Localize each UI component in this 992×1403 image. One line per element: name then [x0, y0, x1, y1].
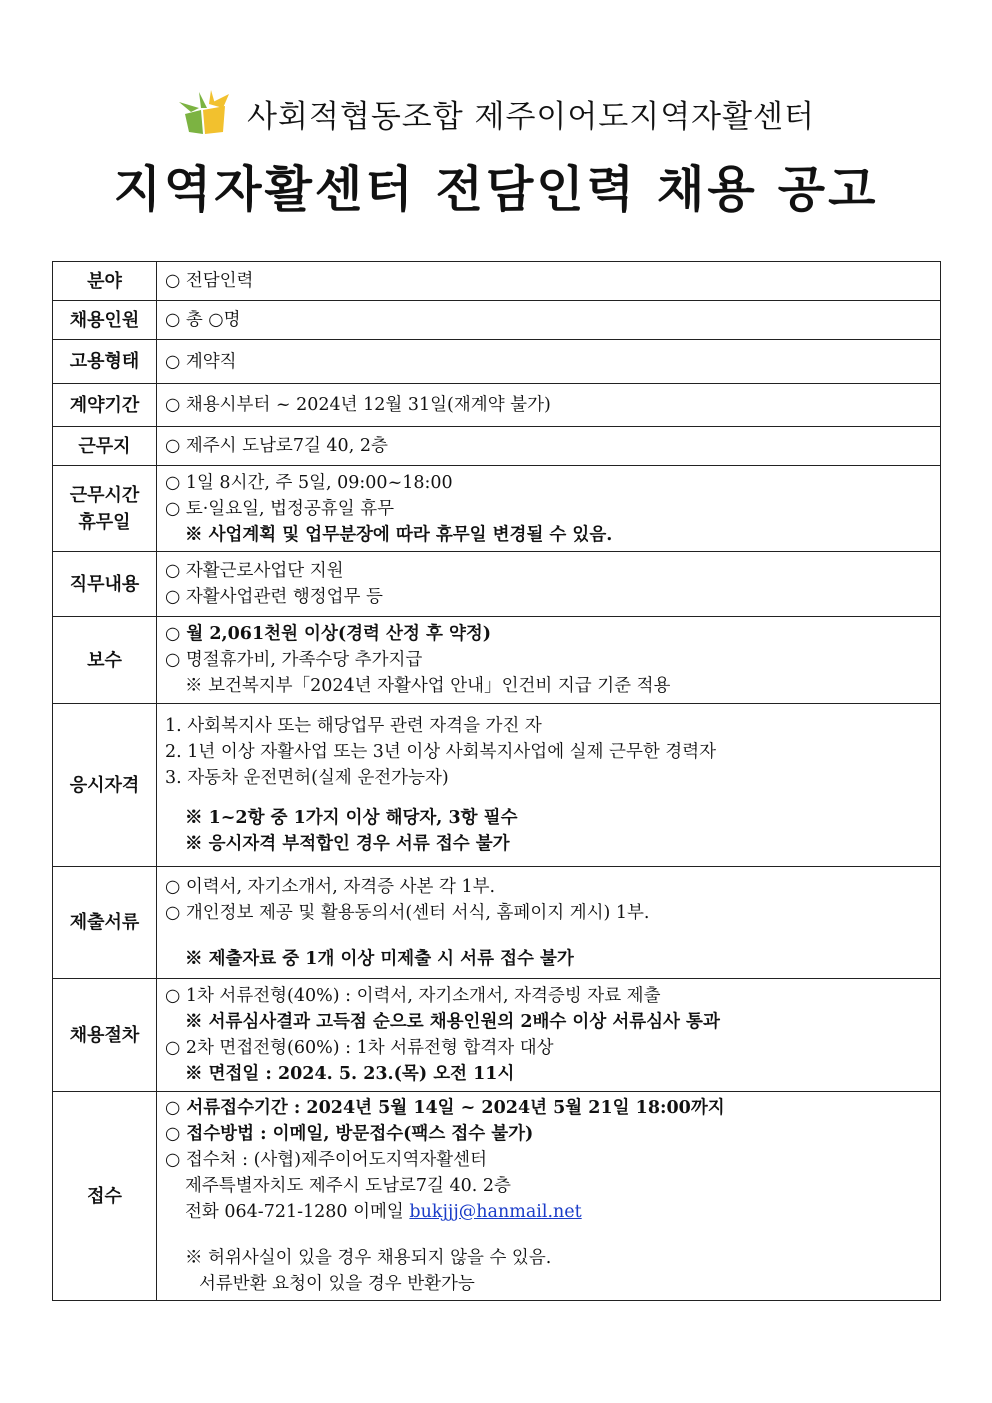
hours-line: ○ 1일 8시간, 주 5일, 09:00~18:00	[165, 472, 453, 493]
row-value-pay	[157, 617, 941, 704]
hours-label-line-2: 휴무일	[78, 511, 131, 533]
page-title: 지역자활센터 전담인력 채용 공고	[113, 161, 879, 218]
row-value-duties	[157, 552, 941, 617]
pay-note: ※ 보건복지부「2024년 자활사업 안내」인건비 지급 기준 적용	[185, 676, 671, 696]
qualification-item: 3. 자동차 운전면허(실제 운전가능자)	[165, 768, 449, 788]
submission-method: ○ 접수방법 : 이메일, 방문접수(팩스 접수 불가)	[165, 1124, 534, 1144]
procedure-step: ○ 1차 서류전형(40%) : 이력서, 자기소개서, 자격증빙 자료 제출	[165, 986, 661, 1006]
row-value-headcount	[157, 301, 941, 340]
submission-period: ○ 서류접수기간 : 2024년 5월 14일 ~ 2024년 5월 21일 18:00까지	[165, 1098, 725, 1118]
documents-note: ※ 제출자료 중 1개 이상 미제출 시 서류 접수 불가	[185, 948, 574, 969]
qualification-item: 1. 사회복지사 또는 해당업무 관련 자격을 가진 자	[165, 716, 542, 736]
duties-line: ○ 자활근로사업단 지원	[165, 561, 344, 581]
row-label-contract-period: 계약기간	[53, 384, 157, 427]
submission-contact	[165, 1199, 934, 1225]
row-value-hours	[157, 466, 941, 552]
interview-date: ※ 면접일 : 2024. 5. 23.(목) 오전 11시	[185, 1064, 515, 1084]
qualification-note: ※ 1~2항 중 1가지 이상 해당자, 3항 필수	[185, 808, 518, 828]
row-label-employment-type: 고용형태	[53, 340, 157, 384]
row-value-procedure	[157, 979, 941, 1092]
employment-type-line: ○ 계약직	[165, 351, 237, 372]
document-item: ○ 개인정보 제공 및 활용동의서(센터 서식, 홈페이지 게시) 1부.	[165, 902, 650, 923]
holiday-note: ※ 사업계획 및 업무분장에 따라 휴무일 변경될 수 있음.	[185, 524, 613, 545]
qualification-item: 2. 1년 이상 자활사업 또는 3년 이상 사회복지사업에 실제 근무한 경력자	[165, 742, 717, 762]
row-label-qualifications: 응시자격	[53, 704, 157, 867]
headcount-line: ○ 총 ○명	[165, 310, 241, 330]
contact-text: 전화 064-721-1280 이메일	[185, 1202, 404, 1222]
notice-header	[0, 85, 992, 221]
document-item: ○ 이력서, 자기소개서, 자격증 사본 각 1부.	[165, 876, 496, 897]
row-value-employment-type	[157, 340, 941, 384]
field-line: ○ 전담인력	[165, 271, 254, 291]
false-info-note: ※ 허위사실이 있을 경우 채용되지 않을 수 있음.	[185, 1248, 552, 1268]
spacer	[165, 926, 934, 946]
submission-address: 제주특별자치도 제주시 도남로7길 40. 2층	[185, 1176, 511, 1196]
row-value-documents	[157, 867, 941, 979]
table-row	[53, 552, 941, 617]
qualification-note: ※ 응시자격 부적합인 경우 서류 접수 불가	[185, 834, 510, 854]
table-row	[53, 427, 941, 466]
table-row	[53, 979, 941, 1092]
row-label-submission: 접수	[53, 1092, 157, 1301]
spacer	[165, 791, 934, 805]
hours-label-line-1: 근무시간	[69, 484, 140, 506]
row-value-submission	[157, 1092, 941, 1301]
spacer	[165, 1225, 934, 1245]
table-row	[53, 466, 941, 552]
row-label-pay: 보수	[53, 617, 157, 704]
procedure-note: ※ 서류심사결과 고득점 순으로 채용인원의 2배수 이상 서류심사 통과	[185, 1012, 720, 1032]
row-label-duties: 직무내용	[53, 552, 157, 617]
row-label-hours	[53, 466, 157, 552]
table-row	[53, 384, 941, 427]
workplace-line: ○ 제주시 도남로7길 40, 2층	[165, 436, 388, 456]
pay-line: ○ 월 2,061천원 이상(경력 산정 후 약정)	[165, 624, 492, 644]
duties-line: ○ 자활사업관련 행정업무 등	[165, 587, 383, 607]
row-value-workplace	[157, 427, 941, 466]
recruitment-table	[52, 261, 941, 1301]
email-link[interactable]: bukjjj@hanmail.net	[409, 1202, 582, 1222]
organization-name: 사회적협동조합 제주이어도지역자활센터	[247, 98, 815, 135]
table-row	[53, 867, 941, 979]
row-label-headcount: 채용인원	[53, 301, 157, 340]
row-label-documents: 제출서류	[53, 867, 157, 979]
contract-period-line: ○ 채용시부터 ~ 2024년 12월 31일(재계약 불가)	[165, 395, 551, 415]
table-row	[53, 1092, 941, 1301]
document-return-note: 서류반환 요청이 있을 경우 반환가능	[199, 1274, 475, 1294]
pay-line: ○ 명절휴가비, 가족수당 추가지급	[165, 650, 423, 670]
row-value-qualifications	[157, 704, 941, 867]
holiday-line: ○ 토·일요일, 법정공휴일 휴무	[165, 498, 395, 519]
row-value-contract-period	[157, 384, 941, 427]
table-row	[53, 704, 941, 867]
procedure-step: ○ 2차 면접전형(60%) : 1차 서류전형 합격자 대상	[165, 1038, 554, 1058]
table-row	[53, 617, 941, 704]
row-label-workplace: 근무지	[53, 427, 157, 466]
submission-place: ○ 접수처 : (사협)제주이어도지역자활센터	[165, 1150, 487, 1170]
table-row	[53, 340, 941, 384]
table-row	[53, 262, 941, 301]
row-label-procedure: 채용절차	[53, 979, 157, 1092]
row-label-field: 분야	[53, 262, 157, 301]
organization-line	[0, 85, 992, 141]
row-value-field	[157, 262, 941, 301]
table-row	[53, 301, 941, 340]
sprout-logo-icon	[177, 88, 233, 138]
